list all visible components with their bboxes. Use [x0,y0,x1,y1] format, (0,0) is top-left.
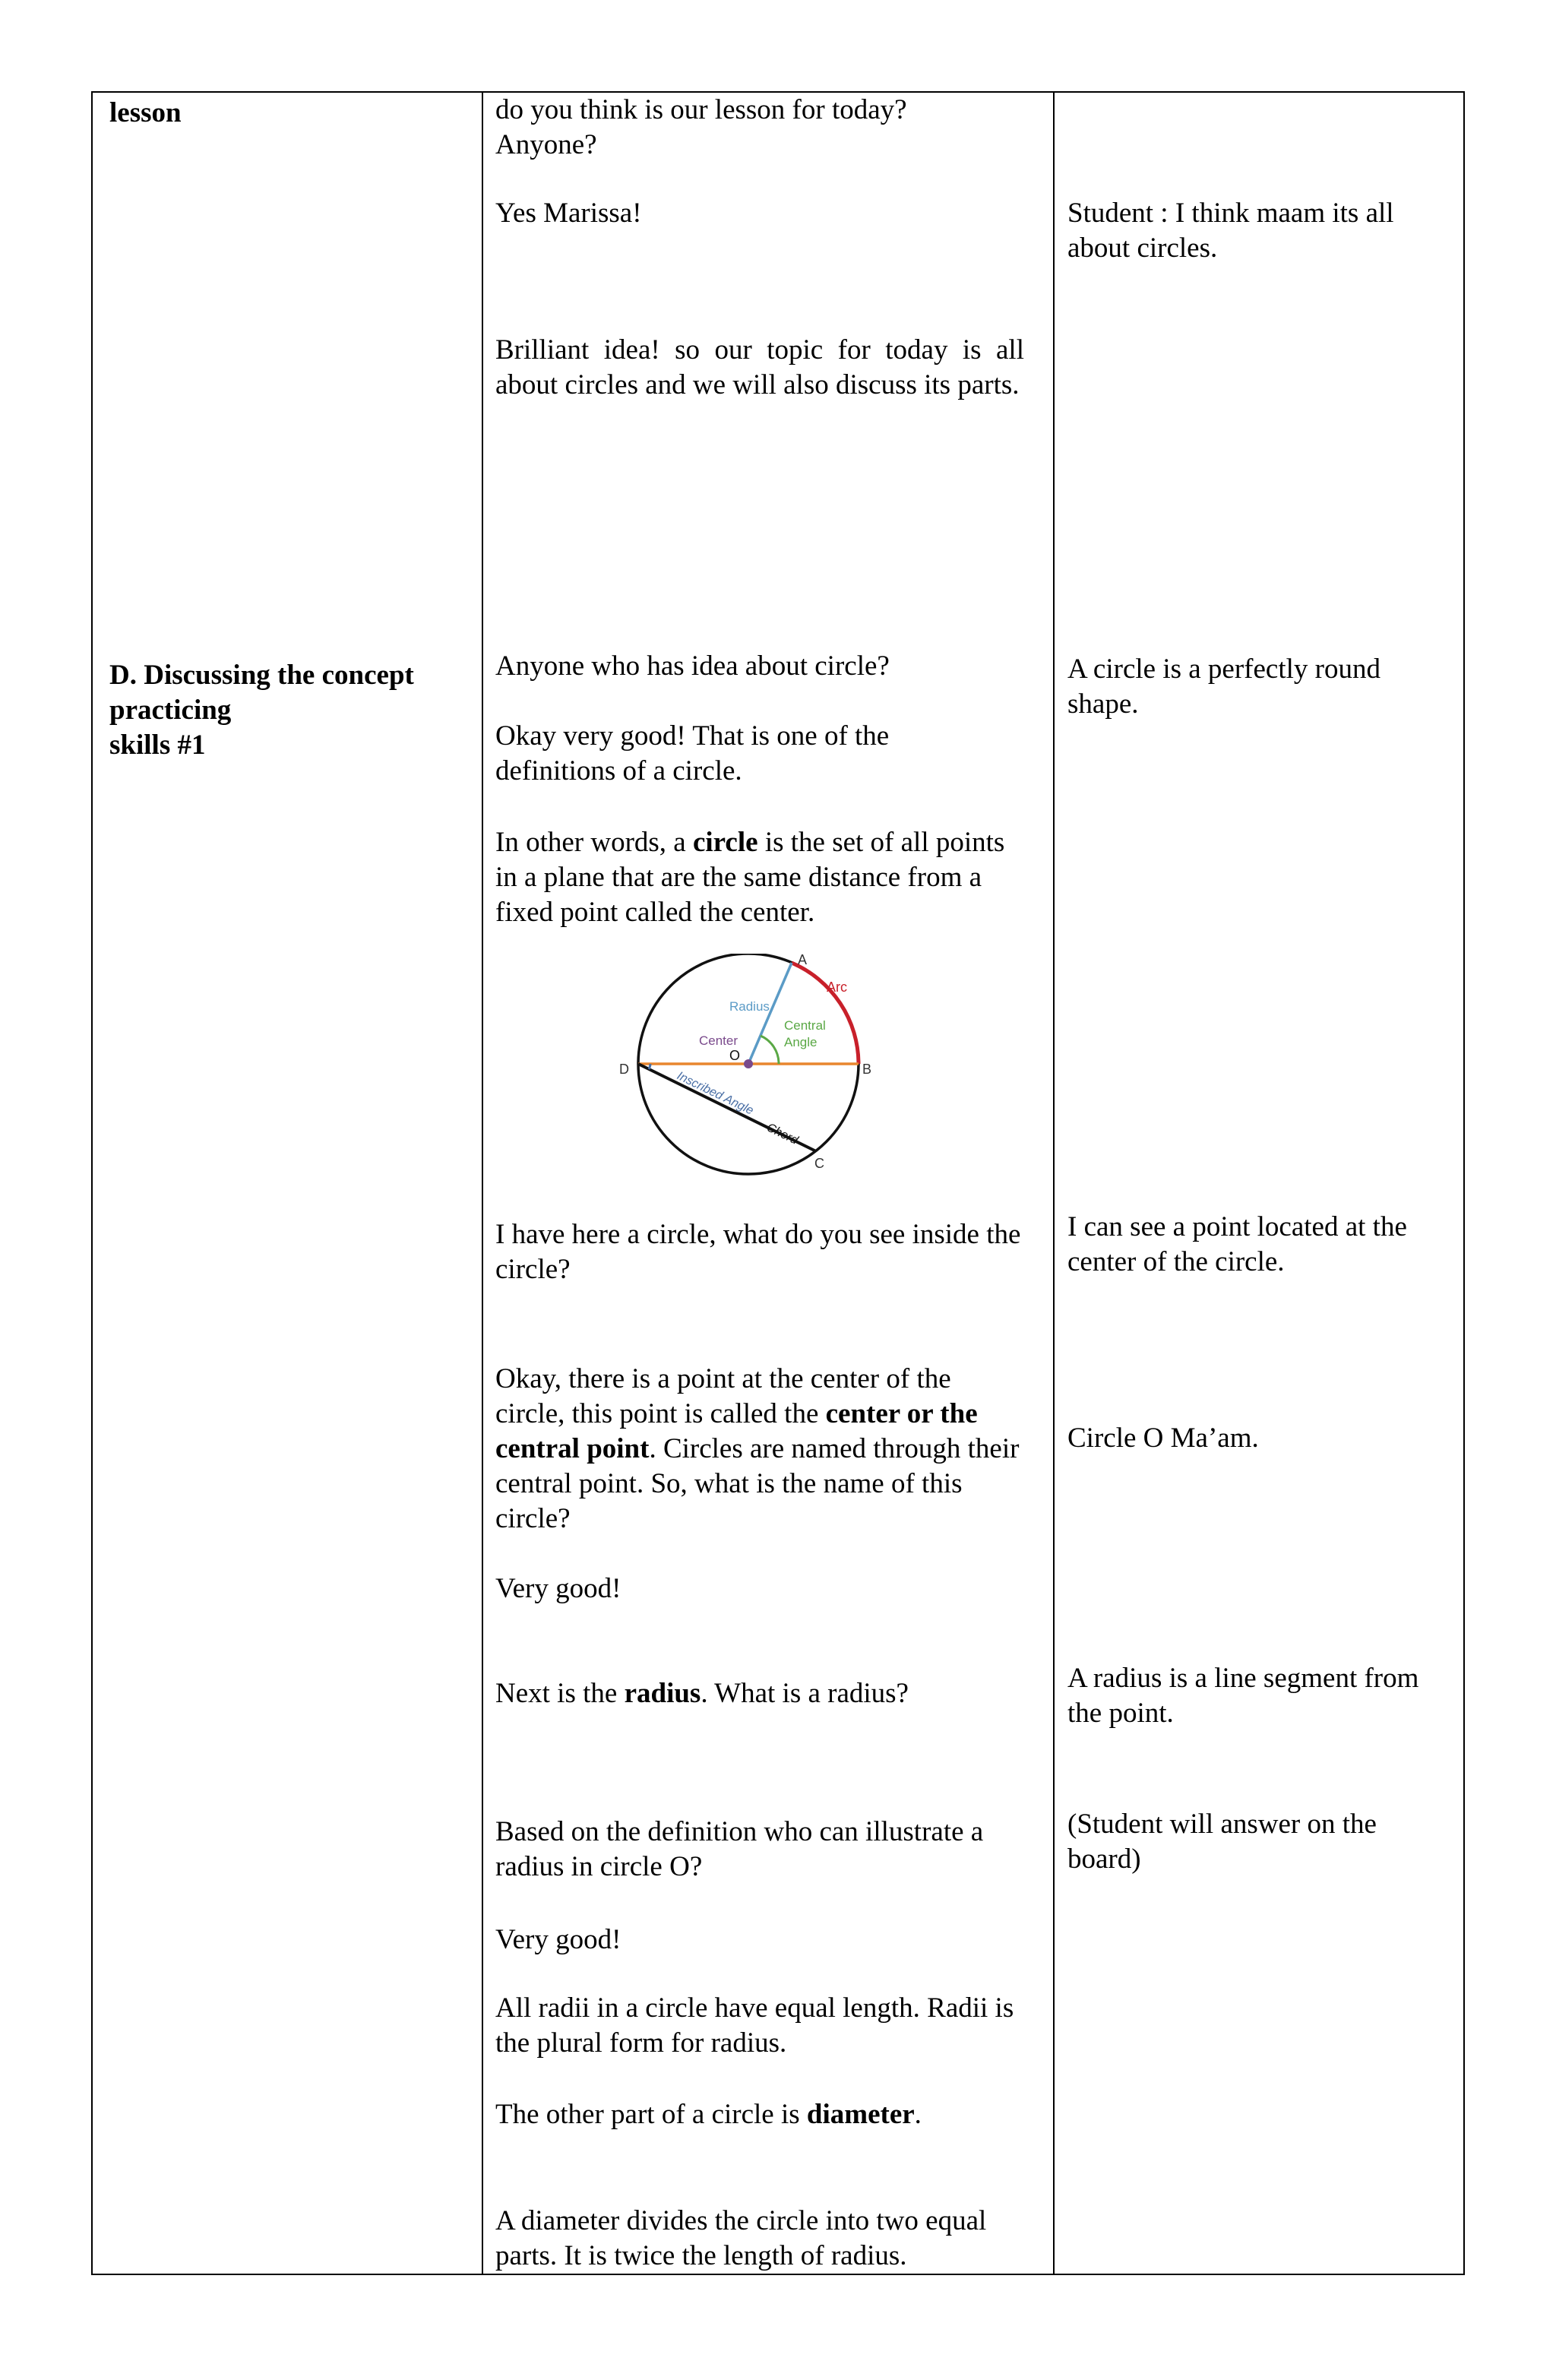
teacher-p6: In other words, a circle is the set of all points in a plane that are the same distance from a fixed point called the center. [495,827,1005,928]
teacher-p3: Brilliant idea! so our topic for today is all about circles and we will also discuss its parts. [495,334,1024,400]
radius-term: radius [624,1678,701,1709]
student-r3: I can see a point located at the center of the circle. [1067,1211,1407,1277]
teacher-p14: The other part of a circle is diameter. [495,2099,922,2130]
label-inscribed-angle: Inscribed Angle [675,1069,756,1118]
teacher-p12: Very good! [495,1924,621,1955]
central-angle-mark [761,1036,779,1064]
label-c: C [814,1156,824,1171]
circle-term: circle [692,827,758,858]
label-b: B [862,1062,872,1077]
section-d-heading-line1: D. Discussing the concept [109,660,414,691]
student-r1: Student : I think maam its all about circles. [1067,198,1394,264]
teacher-p11: Based on the definition who can illustrate a radius in circle O? [495,1816,984,1882]
section-d-heading-line3: skills #1 [109,730,206,761]
teacher-p9: Very good! [495,1573,621,1604]
label-o: O [729,1048,741,1063]
label-d: D [619,1062,629,1077]
teacher-p4: Anyone who has idea about circle? [495,650,890,682]
teacher-p15: A diameter divides the circle into two equal parts. It is twice the length of radius. [495,2205,987,2271]
teacher-p8: Okay, there is a point at the center of the circle, this point is called the center or the central point. Circles are named through their central point. So, what is the name of this circle? [495,1363,1020,1534]
circle-parts-svg [615,954,881,1182]
teacher-p7: I have here a circle, what do you see inside the circle? [495,1219,1021,1285]
teacher-p1-line1: do you think is our lesson for today? [495,94,907,125]
column-divider-2 [1053,93,1055,2274]
label-angle: Angle [784,1035,818,1049]
student-r5: A radius is a line segment from the point. [1067,1663,1419,1729]
label-central: Central [784,1018,826,1033]
student-r2: A circle is a perfectly round shape. [1067,654,1380,720]
student-r6: (Student will answer on the board) [1067,1809,1377,1875]
label-chord: Chord [764,1121,800,1147]
label-center: Center [699,1033,738,1048]
lesson-plan-table [91,91,1465,2275]
circle-parts-diagram [615,954,881,1182]
teacher-p13: All radii in a circle have equal length. Radii is the plural form for radius. [495,1992,1014,2059]
center-point [744,1059,753,1068]
teacher-p1-line2: Anyone? [495,129,597,160]
teacher-p2: Yes Marissa! [495,198,642,229]
label-radius: Radius [729,999,770,1014]
diameter-term: diameter [806,2099,915,2130]
lesson-heading: lesson [109,97,182,128]
student-r4: Circle O Ma’am. [1067,1423,1259,1454]
teacher-p5: Okay very good! That is one of the definitions of a circle. [495,720,890,786]
teacher-p10: Next is the radius. What is a radius? [495,1678,909,1709]
label-arc: Arc [827,980,847,995]
section-d-heading-line2: practicing [109,695,232,726]
label-a: A [798,954,808,967]
column-divider-1 [482,93,483,2274]
center-term: center or the central point [495,1398,978,1464]
